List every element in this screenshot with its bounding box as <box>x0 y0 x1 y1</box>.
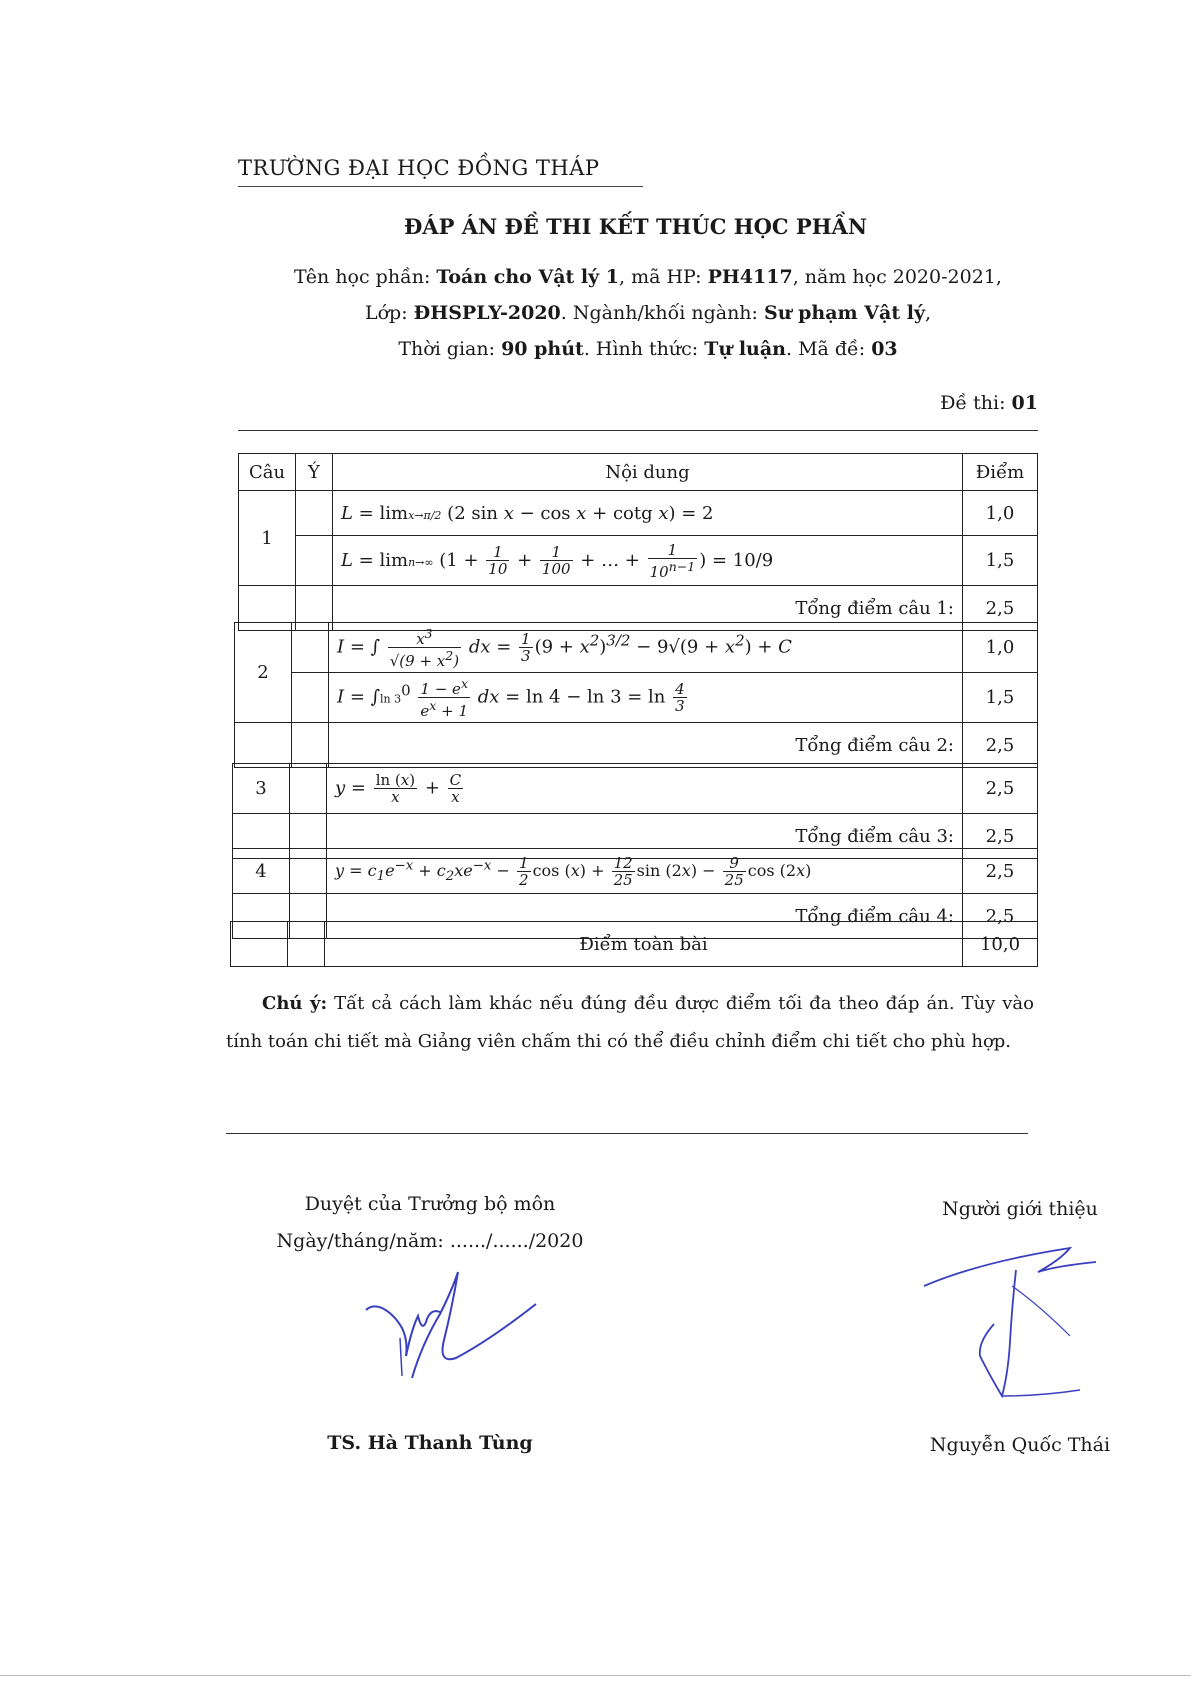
divider-top <box>238 430 1038 431</box>
table-row <box>233 849 1038 894</box>
formula-q2-b: I = ∫ln $3^0$ $\frac{1 - e^x}{e^x + 1}$ dx = ln 4 − ln 3 = ln $\frac{4}{3}$ <box>329 673 963 723</box>
question-number: 4 <box>233 849 290 894</box>
school-name: TRƯỜNG ĐẠI HỌC ĐỒNG THÁP <box>238 156 600 180</box>
formula-q4: $y = c_1e^{-x} + c_2xe^{-x}$ − $\frac{1}{2}$ cos (x) + $\frac{12}{25}$ sin (2x) − $\frac{9}{25}$ cos (2x) <box>327 849 963 894</box>
table-row <box>239 491 1038 536</box>
col-cau: Câu <box>239 454 296 491</box>
col-content: Nội dung <box>333 454 963 491</box>
right-signature-image <box>920 1246 1100 1416</box>
formula-q1-a: L = limx→π/2 (2 sin x − cos x + cotg x) = 2 <box>333 491 963 536</box>
form-value: Tự luận <box>704 338 786 360</box>
answer-table <box>234 622 1038 768</box>
note-label: Chú ý: <box>262 993 328 1014</box>
right-signature-title: Người giới thiệu <box>942 1198 1098 1220</box>
class-value: ĐHSPLY-2020 <box>413 302 561 324</box>
grand-total-row <box>231 922 1038 967</box>
total-points: 2,5 <box>963 586 1038 631</box>
divider-bottom <box>226 1133 1028 1134</box>
document-title: ĐÁP ÁN ĐỀ THI KẾT THÚC HỌC PHẦN <box>403 214 868 239</box>
answer-table <box>232 763 1038 859</box>
table-row <box>233 764 1038 814</box>
note-text: Tất cả cách làm khác nếu đúng đều được điểm tối đa theo đáp án. Tùy vào tính toán chi tiết mà Giảng viên chấm thi có thể điều chỉnh điểm chi tiết cho phù hợp. <box>226 993 1034 1052</box>
formula-q3: y = $\frac{\ln (x)}{x}$ + $\frac{C}{x}$ <box>327 764 963 814</box>
table-row <box>235 623 1038 673</box>
course-name: Toán cho Vật lý 1 <box>436 266 619 288</box>
total-label: Tổng điểm câu 1: <box>333 586 963 631</box>
course-code: PH4117 <box>707 266 793 288</box>
total-points: 2,5 <box>963 723 1038 768</box>
formula-q1-b: L = limn→∞ (1 + $\frac{1}{10}$ + $\frac{1}{100}$ + … + $\frac{1}{10^{n-1}}$ ) = 10/9 <box>333 536 963 586</box>
points: 2,5 <box>963 849 1038 894</box>
grand-total-table <box>230 921 1038 967</box>
school-underline <box>238 186 643 187</box>
total-row <box>235 723 1038 768</box>
grand-total-label: Điểm toàn bài <box>325 922 963 967</box>
points: 1,5 <box>963 536 1038 586</box>
right-signer-name: Nguyễn Quốc Thái <box>929 1434 1111 1456</box>
points: 2,5 <box>963 764 1038 814</box>
total-label: Tổng điểm câu 3: <box>327 814 963 859</box>
major-value: Sư phạm Vật lý <box>764 302 925 324</box>
answer-table <box>238 453 1038 631</box>
total-points: 2,5 <box>963 894 1038 939</box>
formula-q2-a: I = ∫ $\frac{x^3}{√(9 + x^2)}$ dx = $\frac{1}{3}$ $(9 + x^2)^{3/2} - 9√(9 + x^2) + C$ <box>329 623 963 673</box>
total-label: Tổng điểm câu 4: <box>327 894 963 939</box>
points: 1,0 <box>963 623 1038 673</box>
exam-info-line: Thời gian: 90 phút. Hình thức: Tự luận. Mã đề: 03 <box>398 338 898 360</box>
question-number: 3 <box>233 764 290 814</box>
left-signature-date: Ngày/tháng/năm: ....../....../2020 <box>276 1230 584 1252</box>
question-number: 1 <box>239 491 296 586</box>
total-label: Tổng điểm câu 2: <box>329 723 963 768</box>
course-info-line: Tên học phần: Toán cho Vật lý 1, mã HP: PH4117, năm học 2020-2021, <box>294 266 1002 288</box>
table-row <box>235 673 1038 723</box>
note-paragraph <box>226 985 1034 1061</box>
time-value: 90 phút <box>501 338 584 360</box>
table-header-row <box>239 454 1038 491</box>
left-signer-name: TS. Hà Thanh Tùng <box>327 1432 533 1454</box>
exam-number: Đề thi: 01 <box>940 392 1038 414</box>
question-number: 2 <box>235 623 292 723</box>
exam-code: 03 <box>871 338 898 360</box>
points: 1,0 <box>963 491 1038 536</box>
table-row <box>239 536 1038 586</box>
left-signature-title: Duyệt của Trưởng bộ môn <box>304 1193 556 1215</box>
left-signature-image <box>360 1268 540 1383</box>
grand-total-value: 10,0 <box>963 922 1038 967</box>
scan-edge-line <box>0 1675 1191 1676</box>
points: 1,5 <box>963 673 1038 723</box>
total-points: 2,5 <box>963 814 1038 859</box>
col-points: Điểm <box>963 454 1038 491</box>
class-info-line: Lớp: ĐHSPLY-2020. Ngành/khối ngành: Sư phạm Vật lý, <box>364 302 932 324</box>
col-y: Ý <box>296 454 333 491</box>
